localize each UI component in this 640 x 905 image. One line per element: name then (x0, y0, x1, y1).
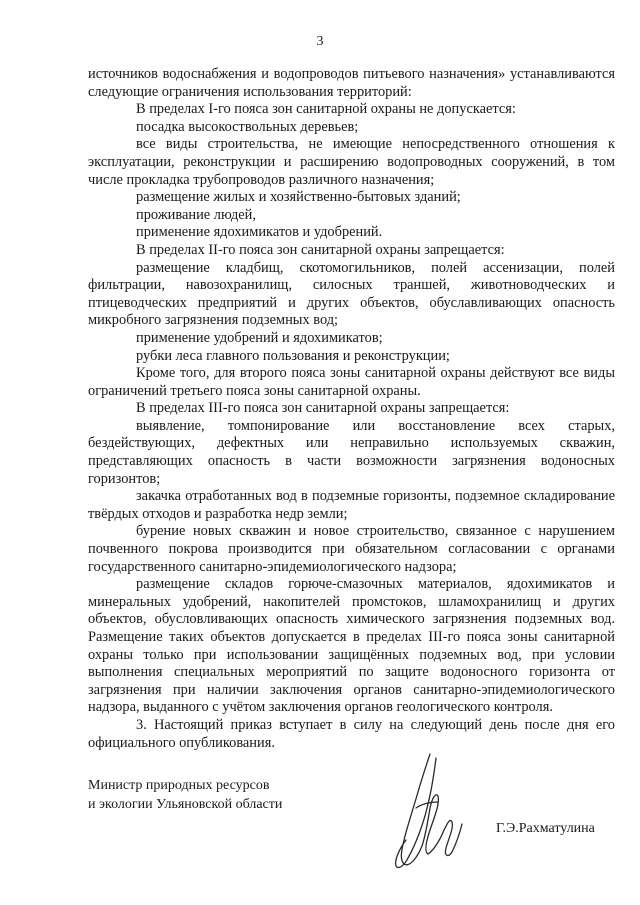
signatory-title (88, 776, 282, 814)
page-number: 3 (316, 34, 324, 49)
paragraph: все виды строительства, не имеющие непосредственного отношения к эксплуатации, реконструкции и расширению водопроводных сооружений, в том числе прокладка трубопроводов различного назначения; (88, 136, 615, 188)
paragraph: бурение новых скважин и новое строительство, связанное с нарушением почвенного покрова производится при обязательном согласовании с органами государственного санитарно-эпидемиологического надзора; (88, 523, 615, 575)
paragraph: 3. Настоящий приказ вступает в силу на следующий день после дня его официального опубликования. (88, 716, 615, 751)
paragraph: закачка отработанных вод в подземные горизонты, подземное складирование твёрдых отходов и разработка недр земли; (88, 488, 615, 522)
handwritten-signature (386, 748, 470, 876)
paragraph: В пределах II-го пояса зон санитарной охраны запрещается: (136, 241, 505, 258)
signatory-title-line-2: и экологии Ульяновской области (88, 797, 283, 812)
paragraph: проживание людей, (136, 206, 256, 223)
paragraph: размещение кладбищ, скотомогильников, полей ассенизации, полей фильтрации, навозохранилищ, силосных траншей, животноводческих и птицеводческих предприятий и других объектов, обуславливающих опасность микробного загрязнения подземных вод; (88, 259, 615, 329)
paragraph: размещение складов горюче-смазочных материалов, ядохимикатов и минеральных удобрений, накопителей промстоков, шламохранилищ и других объектов, обусловливающих опасность химического загрязнения подземных вод. Размещение таких объектов допускается в пределах III-го пояса зоны санитарной охраны только при использовании защищённых подземных вод, при условии выполнения специальных мероприятий по защите водоносного горизонта от загрязнения при наличии заключения органов санитарно-эпидемиологического надзора, выданного с учётом заключения органов геологического контроля. (88, 576, 615, 716)
signatory-title-line-1: Министр природных ресурсов (88, 778, 270, 793)
paragraph: В пределах I-го пояса зон санитарной охраны не допускается: (136, 101, 516, 118)
paragraph: выявление, томпонирование или восстановление всех старых, бездействующих, дефектных или неправильно используемых скважин, представляющих опасность в части возможности загрязнения водоносных горизонтов; (88, 417, 615, 487)
paragraph: источников водоснабжения и водопроводов питьевого назначения» устанавливаются следующие ограничения использования территорий: (88, 66, 615, 100)
paragraph: применение удобрений и ядохимикатов; (136, 329, 383, 346)
paragraph: рубки леса главного пользования и реконструкции; (136, 347, 450, 364)
paragraph: В пределах III-го пояса зон санитарной охраны запрещается: (136, 400, 510, 417)
signatory-name: Г.Э.Рахматулина (496, 821, 595, 836)
paragraph: размещение жилых и хозяйственно-бытовых зданий; (136, 189, 461, 206)
paragraph: Кроме того, для второго пояса зоны санитарной охраны действуют все виды ограничений третьего пояса зоны санитарной охраны. (88, 365, 615, 399)
paragraph: применение ядохимикатов и удобрений. (136, 224, 383, 241)
paragraph: посадка высокоствольных деревьев; (136, 118, 359, 135)
document-body (88, 66, 615, 752)
